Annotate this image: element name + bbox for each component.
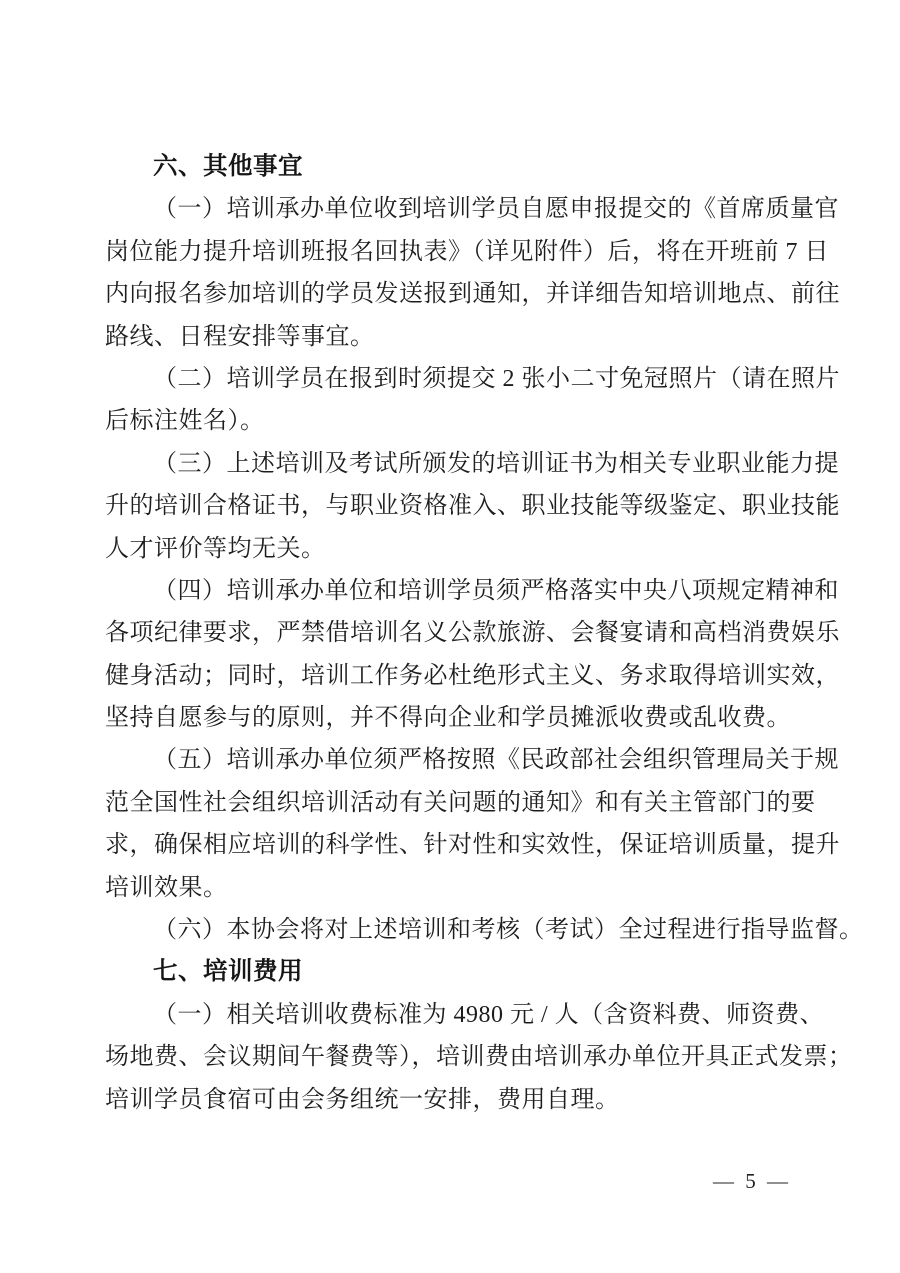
paragraph-line: 岗位能力提升培训班报名回执表》（详见附件）后，将在开班前 7 日	[105, 238, 829, 265]
paragraph-line: 人才评价等均无关。	[105, 535, 326, 562]
paragraph-line: 内向报名参加培训的学员发送报到通知，并详细告知培训地点、前往	[105, 281, 840, 308]
paragraph-line: （三）上述培训及考试所颁发的培训证书为相关专业职业能力提	[153, 450, 839, 477]
paragraph-line: （一）培训承办单位收到培训学员自愿申报提交的《首席质量官	[153, 196, 839, 223]
paragraph-line: 培训效果。	[105, 874, 228, 901]
paragraph-line: 培训学员食宿可由会务组统一安排，费用自理。	[105, 1086, 620, 1113]
paragraph-line: （一）相关培训收费标准为 4980 元 / 人（含资料费、师资费、	[153, 1001, 825, 1028]
section-7-heading: 七、培训费用	[153, 958, 303, 986]
paragraph-line: 求，确保相应培训的科学性、针对性和实效性，保证培训质量，提升	[105, 832, 840, 859]
paragraph-line: （六）本协会将对上述培训和考核（考试）全过程进行指导监督。	[153, 917, 864, 944]
paragraph-line: 各项纪律要求，严禁借培训名义公款旅游、会餐宴请和高档消费娱乐	[105, 620, 840, 647]
paragraph-line: 后标注姓名）。	[105, 408, 265, 435]
paragraph-line: 范全国性社会组织培训活动有关问题的通知》和有关主管部门的要	[105, 789, 816, 816]
paragraph-line: （五）培训承办单位须严格按照《民政部社会组织管理局关于规	[153, 747, 839, 774]
paragraph-line: 坚持自愿参与的原则，并不得向企业和学员摊派收费或乱收费。	[105, 705, 791, 732]
document-body	[105, 146, 864, 1121]
page-number: — 5 —	[713, 1169, 791, 1193]
paragraph-line: 场地费、会议期间午餐费等），培训费由培训承办单位开具正式发票；	[105, 1044, 853, 1071]
paragraph-line: （四）培训承办单位和培训学员须严格落实中央八项规定精神和	[153, 577, 839, 604]
section-6-heading: 六、其他事宜	[153, 153, 303, 180]
paragraph-line: 升的培训合格证书，与职业资格准入、职业技能等级鉴定、职业技能	[105, 493, 840, 520]
paragraph-line: 健身活动；同时，培训工作务必杜绝形式主义、务求取得培训实效，	[105, 662, 840, 689]
paragraph-line: （二）培训学员在报到时须提交 2 张小二寸免冠照片（请在照片	[153, 365, 840, 392]
paragraph-line: 路线、日程安排等事宜。	[105, 323, 375, 350]
